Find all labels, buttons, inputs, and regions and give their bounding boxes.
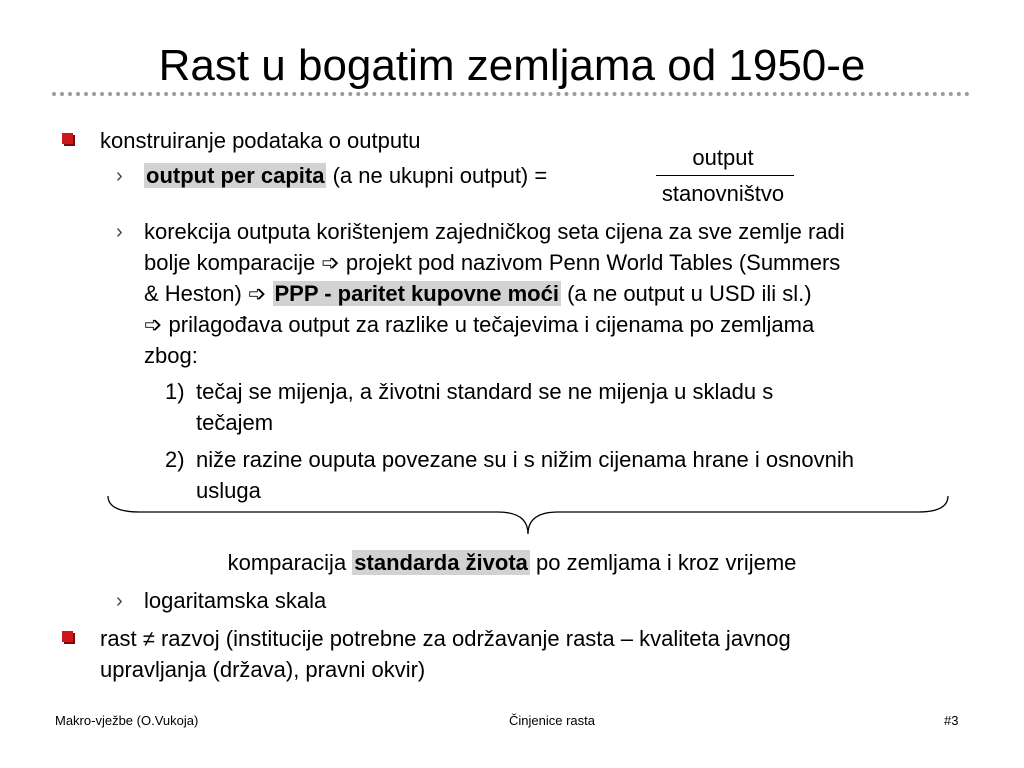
arrow-icon: ➩ [321, 250, 340, 275]
numbered-item-2-line-1: niže razine ouputa povezane su i s nižim cijenama hrane i osnovnih [196, 447, 854, 472]
brace-summary [0, 550, 1024, 576]
numbered-item-1-line-1: tečaj se mijenja, a životni standard se ne mijenja u skladu s [196, 379, 774, 404]
arrow-icon: ➩ [247, 281, 267, 306]
title-divider [52, 92, 970, 96]
footer-author: Makro-vježbe (O.Vukoja) [55, 713, 199, 728]
red-square-icon [62, 133, 73, 144]
numbered-item-1-line-2: tečajem [196, 410, 274, 435]
red-square-icon [62, 631, 73, 642]
numbered-item-1-number: 1) [165, 379, 185, 404]
chevron-right-icon: › [116, 165, 123, 187]
numbered-item-2-line-2: usluga [196, 478, 261, 503]
fraction-denominator: stanovništvo [661, 181, 785, 206]
curly-brace [100, 490, 960, 540]
chevron-right-icon: › [116, 221, 123, 243]
chevron-right-icon: › [116, 590, 123, 612]
sub2-line4: prilagođava output za razlike u tečajevima i cijenama po zemljama [162, 312, 815, 337]
highlight-output-per-capita: output per capita [146, 163, 325, 188]
sub-bullet-2-line-1: korekcija outputa korištenjem zajedničkog seta cijena za sve zemlje radi [144, 219, 845, 244]
sub2-line2-a: bolje komparacije [144, 250, 322, 275]
footer-slide-number: #3 [944, 713, 959, 728]
arrow-icon: ➩ [144, 312, 163, 337]
highlight-standard-of-living: standarda života [354, 550, 528, 575]
sub2-line3-b: (a ne output u USD ili sl.) [560, 281, 812, 306]
sub-bullet-logarithmic-scale: logaritamska skala [144, 588, 327, 613]
footer-topic: Činjenice rasta [509, 713, 595, 728]
brace-text-b: po zemljama i kroz vrijeme [529, 550, 797, 575]
sub-bullet-output-per-capita [144, 163, 547, 189]
numbered-item-2-number: 2) [165, 447, 185, 472]
sub-bullet-2-line-4 [144, 312, 814, 338]
bullet-1-text: konstruiranje podataka o outputu [100, 128, 421, 153]
sub-bullet-2-line-2 [144, 250, 840, 276]
sub-bullet-2-line-3 [144, 281, 812, 307]
sub-bullet-1-rest: (a ne ukupni output) = [326, 163, 548, 188]
bullet-2-line-1: rast ≠ razvoj (institucije potrebne za održavanje rasta – kvaliteta javnog [100, 626, 791, 651]
fraction-bar [656, 175, 794, 176]
fraction-numerator: output [692, 145, 754, 170]
slide-title: Rast u bogatim zemljama od 1950-e [158, 41, 866, 90]
bullet-2-line-2: upravljanja (država), pravni okvir) [100, 657, 426, 682]
highlight-ppp: PPP - paritet kupovne moći [274, 281, 559, 306]
sub2-line2-b: projekt pod nazivom Penn World Tables (Summers [339, 250, 841, 275]
sub2-line3-a: & Heston) [144, 281, 248, 306]
sub-bullet-2-line-5: zbog: [144, 343, 198, 368]
brace-text-a: komparacija [227, 550, 353, 575]
